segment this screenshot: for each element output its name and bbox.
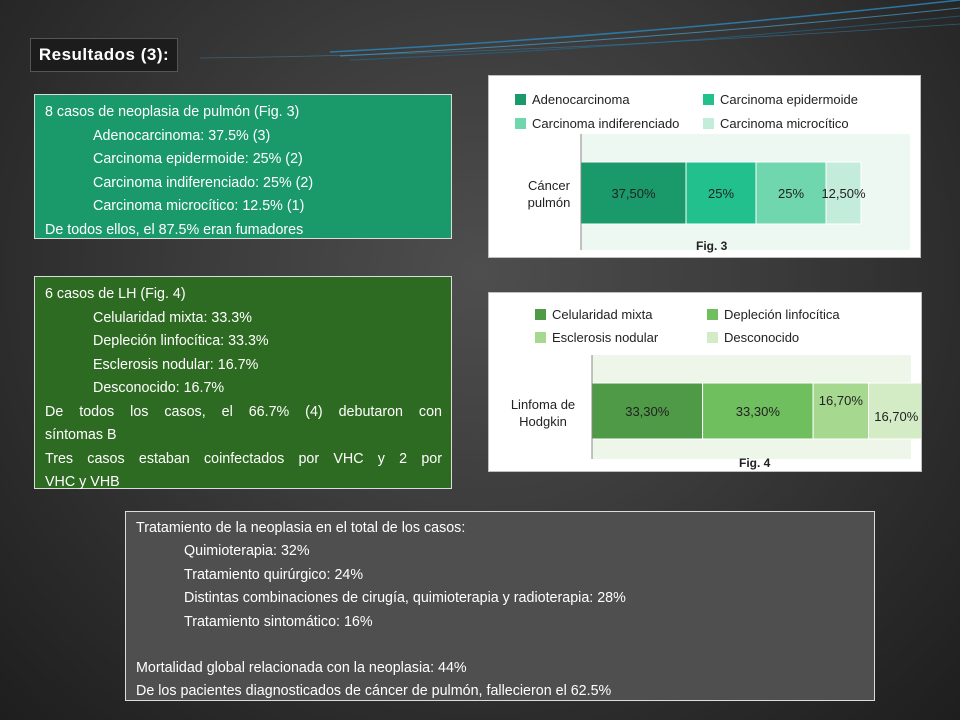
legend-swatch xyxy=(515,94,526,105)
hodgkin-lymphoma-chart xyxy=(488,292,922,472)
treatment-item: Tratamiento sintomático: 16% xyxy=(184,613,373,630)
legend-item xyxy=(703,116,849,131)
legend-item xyxy=(515,116,679,131)
legend-swatch xyxy=(535,332,546,343)
lung-subtype-item: Carcinoma epidermoide: 25% (2) xyxy=(93,151,303,167)
treatment-item: Tratamiento quirúrgico: 24% xyxy=(184,566,364,583)
legend-label: Desconocido xyxy=(724,330,800,345)
legend-item xyxy=(515,92,630,107)
data-label: 37,50% xyxy=(611,186,656,201)
legend-label: Depleción linfocítica xyxy=(724,307,840,322)
lung-cancer-heading: 8 casos de neoplasia de pulmón (Fig. 3) xyxy=(45,104,300,120)
hodgkin-heading: 6 casos de LH (Fig. 4) xyxy=(45,286,186,302)
hodgkin-coinfection-note-cont: VHC y VHB xyxy=(45,474,120,490)
legend-swatch xyxy=(703,94,714,105)
treatment-item: Quimioterapia: 32% xyxy=(184,543,310,560)
legend-label: Carcinoma indiferenciado xyxy=(532,116,680,131)
legend-label: Carcinoma epidermoide xyxy=(720,92,859,107)
data-label: 16,70% xyxy=(818,393,863,408)
treatment-heading: Tratamiento de la neoplasia en el total de los casos: xyxy=(136,520,466,536)
legend-swatch xyxy=(707,309,718,320)
hodgkin-subtype-item: Celularidad mixta: 33.3% xyxy=(93,309,252,326)
legend-item xyxy=(707,330,799,345)
legend-label: Esclerosis nodular xyxy=(552,330,659,345)
mortality-note: Mortalidad global relacionada con la neoplasia: 44% xyxy=(136,660,467,677)
data-label: 33,30% xyxy=(735,404,780,419)
category-label: Cáncer pulmón xyxy=(527,178,571,210)
legend-item xyxy=(535,307,652,322)
hodgkin-b-symptoms-note-cont: síntomas B xyxy=(45,427,117,443)
hodgkin-subtype-item: Depleción linfocítica: 33.3% xyxy=(93,333,269,349)
spacer xyxy=(136,634,865,657)
treatment-summary-box xyxy=(125,511,875,701)
data-label: 33,30% xyxy=(625,404,670,419)
hodgkin-coinfection-note: Tres casos estaban coinfectados por VHC y 2 por xyxy=(45,450,442,467)
data-label: 12,50% xyxy=(821,186,866,201)
legend-swatch xyxy=(515,118,526,129)
lung-subtype-item: Adenocarcinoma: 37.5% (3) xyxy=(93,127,271,144)
legend-item xyxy=(535,330,658,345)
legend-swatch xyxy=(703,118,714,129)
category-label: Linfoma de Hodgkin xyxy=(510,397,576,429)
data-label: 25% xyxy=(777,186,805,201)
lung-subtype-item: Carcinoma indiferenciado: 25% (2) xyxy=(93,174,314,191)
lung-cancer-summary-box xyxy=(34,94,452,239)
figure-caption: Fig. 3 xyxy=(696,239,728,253)
legend-label: Adenocarcinoma xyxy=(532,92,630,107)
lung-subtype-item: Carcinoma microcítico: 12.5% (1) xyxy=(93,198,305,214)
hodgkin-b-symptoms-note: De todos los casos, el 66.7% (4) debutaron con xyxy=(45,403,442,420)
bar-segment xyxy=(813,383,868,439)
lung-smokers-note: De todos ellos, el 87.5% eran fumadores xyxy=(45,221,304,238)
lung-cancer-chart xyxy=(488,75,921,258)
data-label: 25% xyxy=(707,186,735,201)
treatment-item: Distintas combinaciones de cirugía, quimioterapia y radioterapia: 28% xyxy=(184,590,626,607)
legend-item xyxy=(703,92,858,107)
legend-swatch xyxy=(535,309,546,320)
hodgkin-summary-box xyxy=(34,276,452,489)
data-label: 16,70% xyxy=(874,409,919,424)
hodgkin-subtype-item: Esclerosis nodular: 16.7% xyxy=(93,356,259,373)
legend-swatch xyxy=(707,332,718,343)
figure-caption: Fig. 4 xyxy=(739,456,771,470)
legend-item xyxy=(707,307,840,322)
legend-label: Carcinoma microcítico xyxy=(720,116,849,131)
legend-label: Celularidad mixta xyxy=(552,307,653,322)
lung-mortality-note: De los pacientes diagnosticados de cáncer de pulmón, fallecieron el 62.5% xyxy=(136,683,612,700)
slide-title: Resultados (3): xyxy=(30,38,178,72)
hodgkin-subtype-item: Desconocido: 16.7% xyxy=(93,380,225,396)
